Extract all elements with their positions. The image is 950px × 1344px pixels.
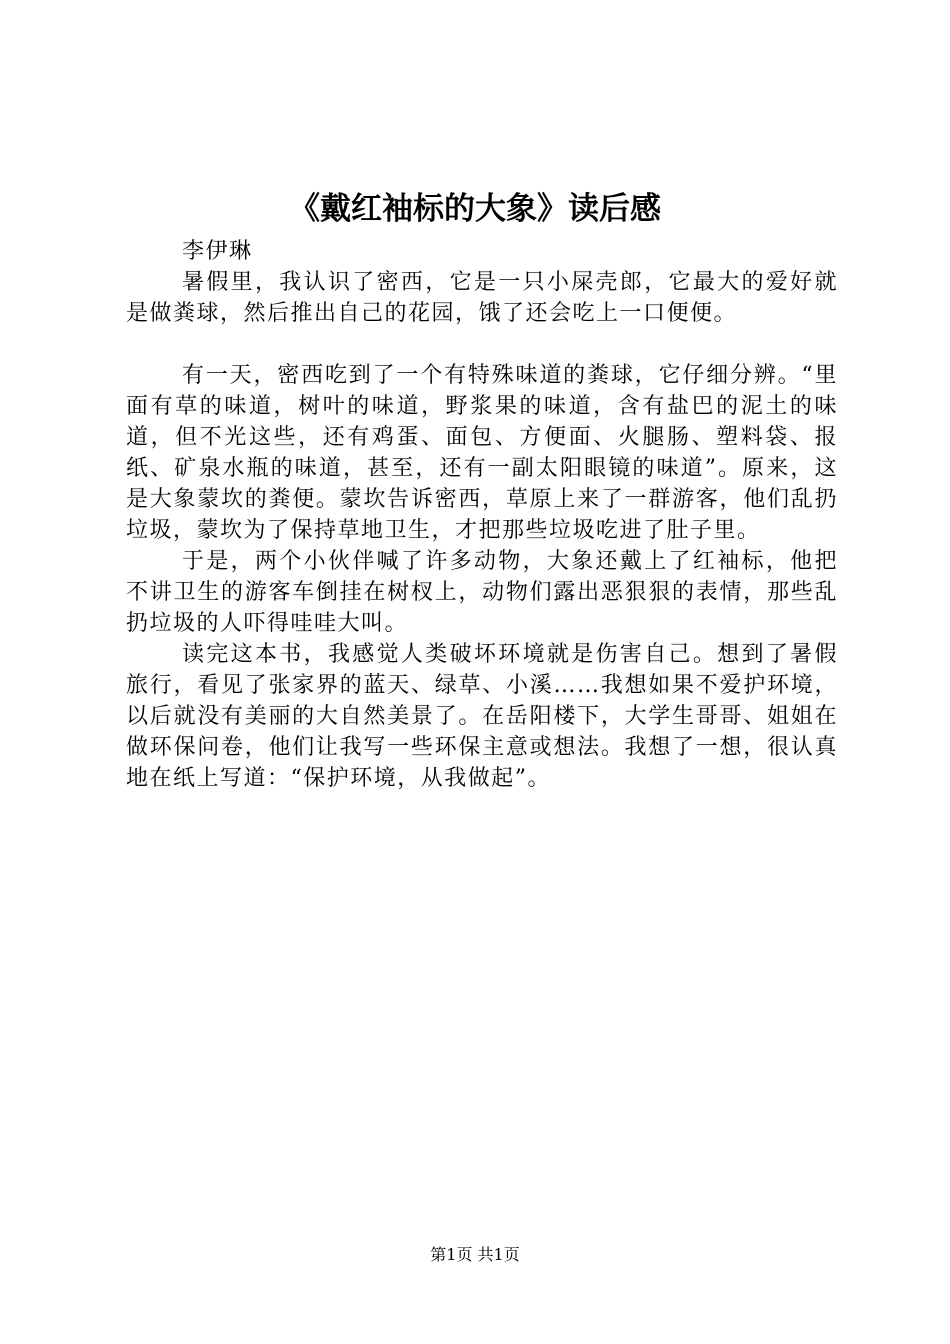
paragraph-spacer xyxy=(126,329,838,360)
document-body xyxy=(126,236,838,794)
paragraph-4: 读完这本书，我感觉人类破坏环境就是伤害自己。想到了暑假旅行，看见了张家界的蓝天、绿草、小溪……我想如果不爱护环境，以后就没有美丽的大自然美景了。在岳阳楼下，大学生哥哥、姐姐在做环保问卷，他们让我写一些环保主意或想法。我想了一想，很认真地在纸上写道：“保护环境，从我做起”。 xyxy=(126,642,838,791)
paragraph-1: 暑假里，我认识了密西，它是一只小屎壳郎，它最大的爱好就是做粪球，然后推出自己的花园，饿了还会吃上一口便便。 xyxy=(126,270,838,326)
paragraph-2: 有一天，密西吃到了一个有特殊味道的粪球，它仔细分辨。“里面有草的味道，树叶的味道，野浆果的味道，含有盐巴的泥土的味道，但不光这些，还有鸡蛋、面包、方便面、火腿肠、塑料袋、报纸、矿泉水瓶的味道，甚至，还有一副太阳眼镜的味道”。原来，这是大象蒙坎的粪便。蒙坎告诉密西，草原上来了一群游客，他们乱扔垃圾，蒙坎为了保持草地卫生，才把那些垃圾吃进了肚子里。 xyxy=(126,363,838,543)
author-name: 李伊琳 xyxy=(182,239,253,264)
page-footer: 第1页 共1页 xyxy=(430,1245,520,1264)
document-title: 《戴红袖标的大象》读后感 xyxy=(289,191,661,227)
paragraph-3: 于是，两个小伙伴喊了许多动物，大象还戴上了红袖标，他把不讲卫生的游客车倒挂在树杈上，动物们露出恶狠狠的表情，那些乱扔垃圾的人吓得哇哇大叫。 xyxy=(126,549,838,636)
